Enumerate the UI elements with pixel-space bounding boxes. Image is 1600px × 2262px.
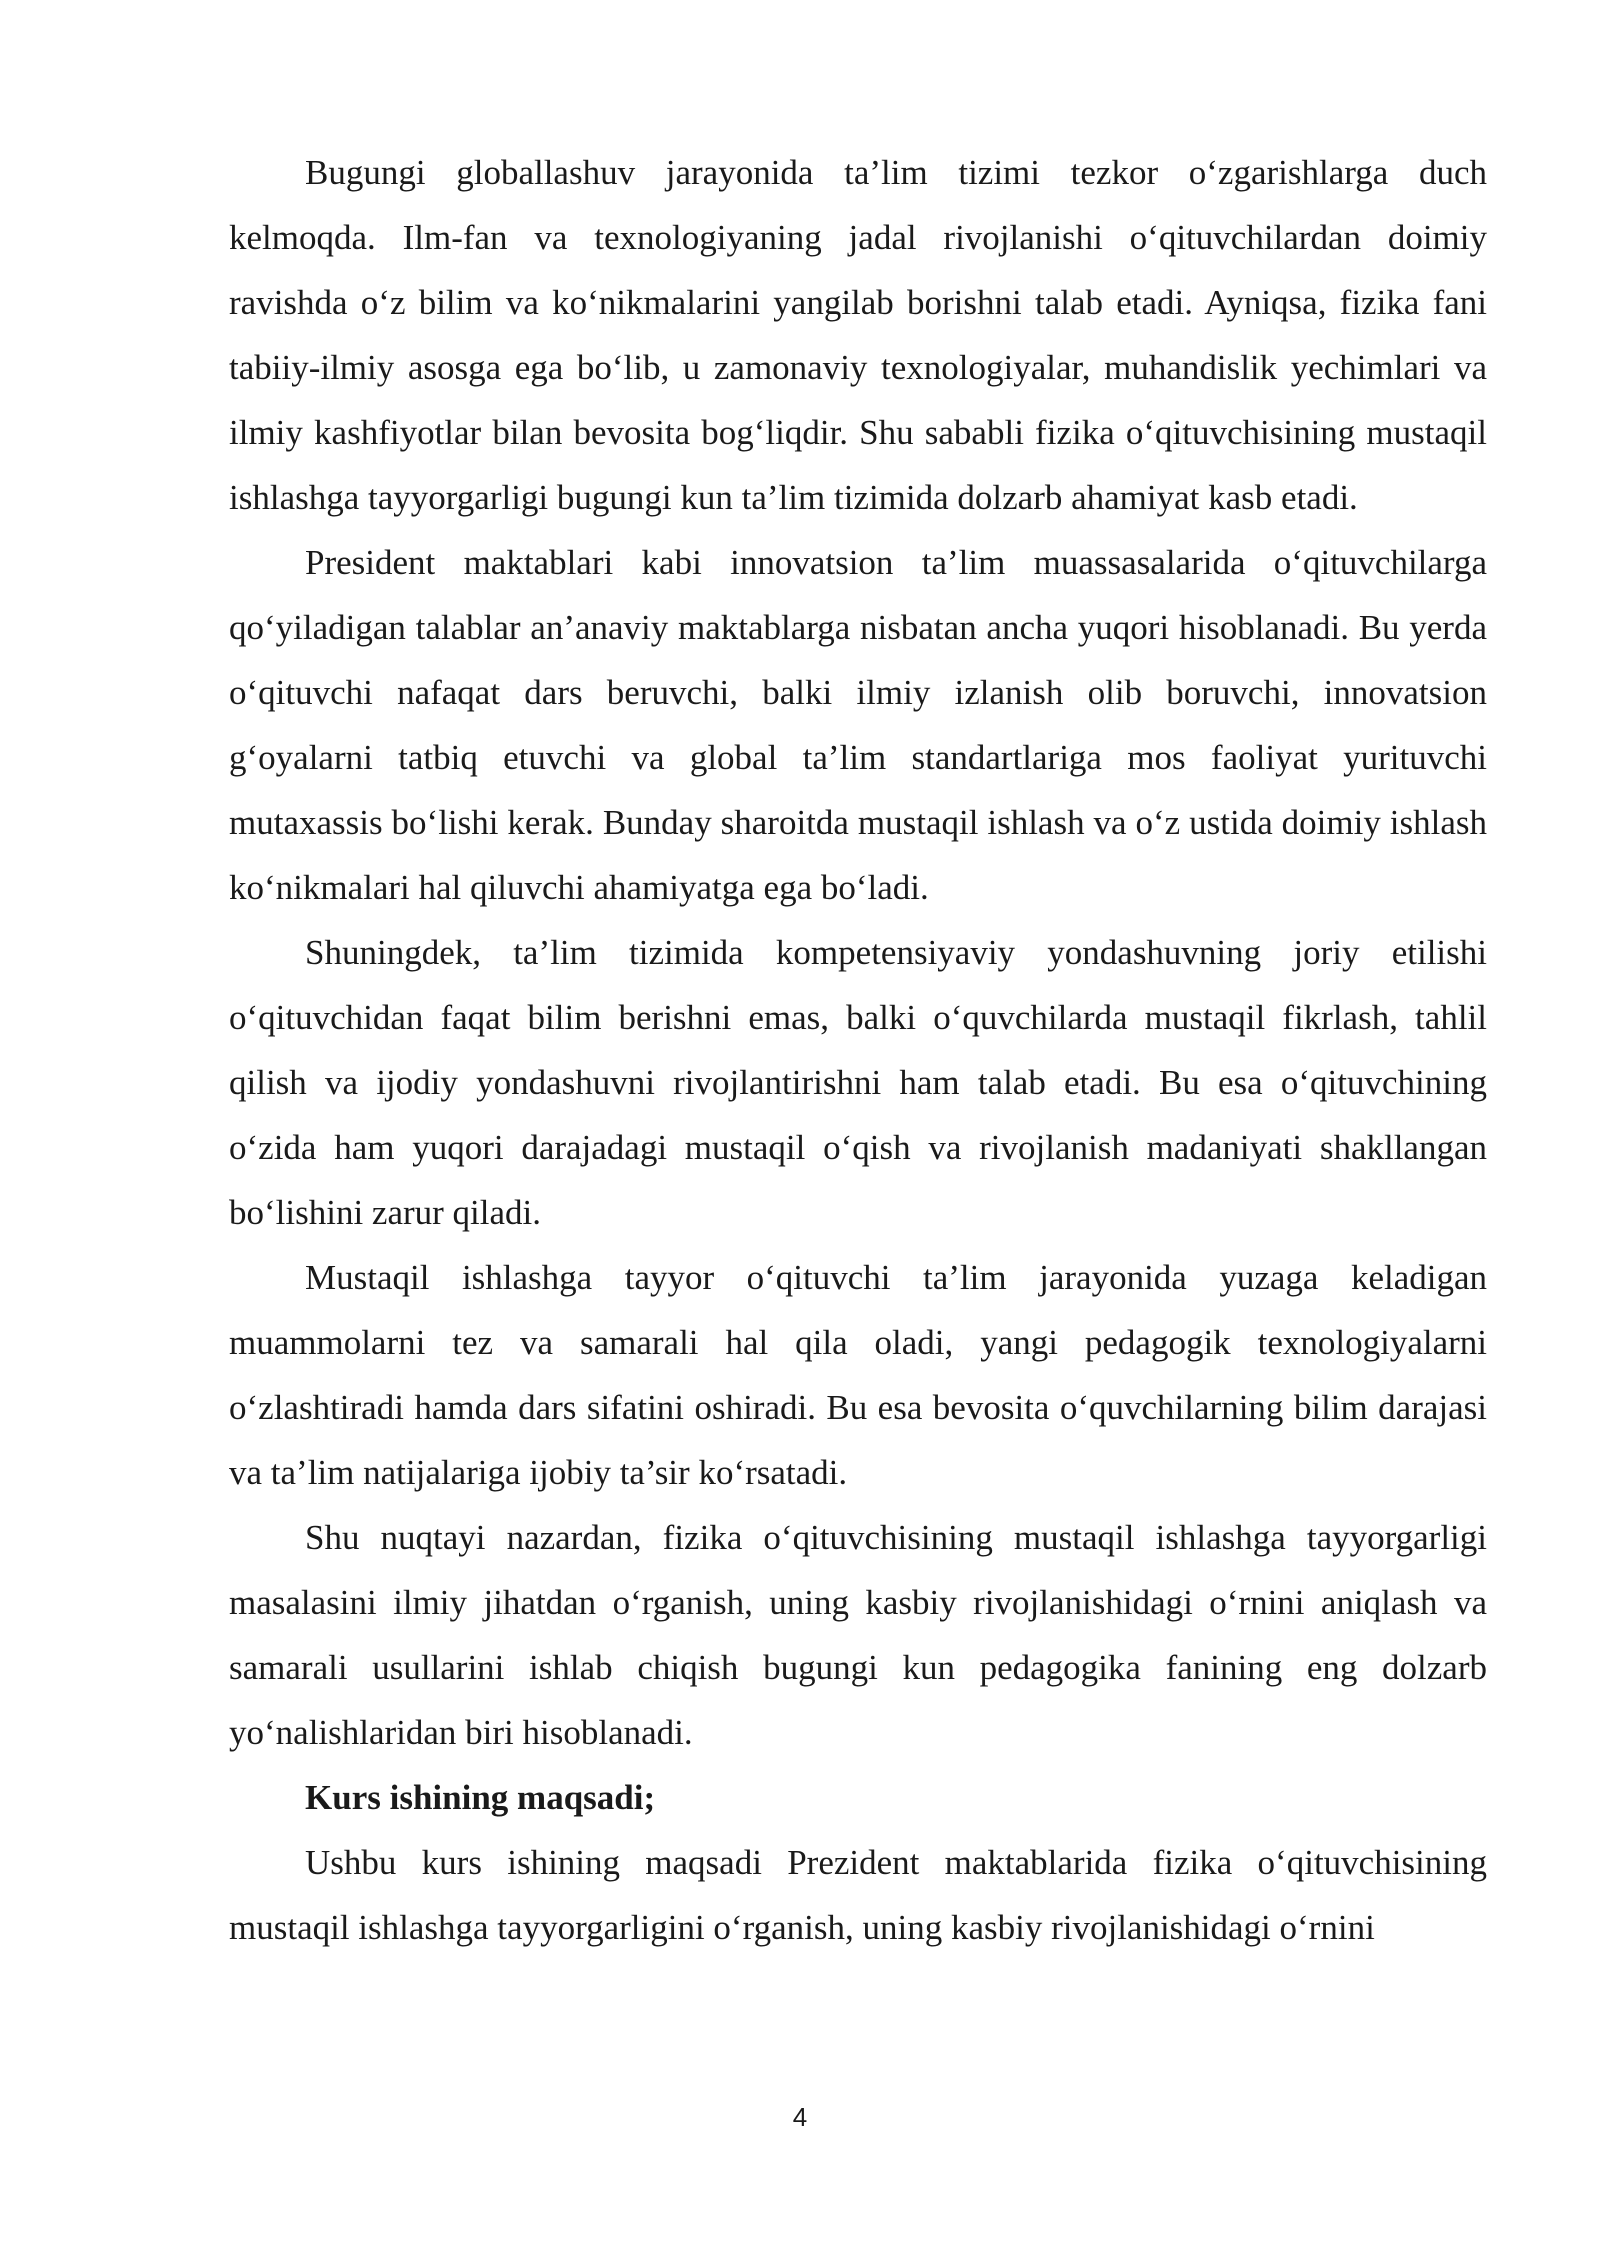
paragraph-2: President maktablari kabi innovatsion ta’lim muassasalarida o‘qituvchilarga qo‘yiladigan talablar an’anaviy maktablarga nisbatan ancha yuqori hisoblanadi. Bu yerda o‘qituvchi nafaqat dars beruvchi, balki ilmiy izlanish olib boruvchi, innovatsion g‘oyalarni tatbiq etuvchi va global ta’lim standartlariga mos faoliyat yurituvchi mutaxassis bo‘lishi kerak. Bunday sharoitda mustaqil ishlash va o‘z ustida doimiy ishlash ko‘nikmalari hal qiluvchi ahamiyatga ega bo‘ladi.	[229, 543, 1487, 907]
section-heading: Kurs ishining maqsadi;	[305, 1778, 656, 1817]
paragraph-4: Mustaqil ishlashga tayyor o‘qituvchi ta’lim jarayonida yuzaga keladigan muammolarni tez va samarali hal qila oladi, yangi pedagogik texnologiyalarni o‘zlashtiradi hamda dars sifatini oshiradi. Bu esa bevosita o‘quvchilarning bilim darajasi va ta’lim natijalariga ijobiy ta’sir ko‘rsatadi.	[229, 1258, 1487, 1492]
paragraph-3: Shuningdek, ta’lim tizimida kompetensiyaviy yondashuvning joriy etilishi o‘qituvchidan faqat bilim berishni emas, balki o‘quvchilarda mustaqil fikrlash, tahlil qilish va ijodiy yondashuvni rivojlantirishni ham talab etadi. Bu esa o‘qituvchining o‘zida ham yuqori darajadagi mustaqil o‘qish va rivojlanish madaniyati shakllangan bo‘lishini zarur qiladi.	[229, 933, 1487, 1232]
page-number: 4	[792, 2102, 808, 2132]
paragraph-5: Shu nuqtayi nazardan, fizika o‘qituvchisining mustaqil ishlashga tayyorgarligi masalasini ilmiy jihatdan o‘rganish, uning kasbiy rivojlanishidagi o‘rnini aniqlash va samarali usullarini ishlab chiqish bugungi kun pedagogika fanining eng dolzarb yo‘nalishlaridan biri hisoblanadi.	[229, 1518, 1487, 1752]
paragraph-6: Ushbu kurs ishining maqsadi Prezident maktablarida fizika o‘qituvchisining mustaqil ishlashga tayyorgarligini o‘rganish, uning kasbiy rivojlanishidagi o‘rnini	[229, 1843, 1487, 1947]
paragraph-1: Bugungi globallashuv jarayonida ta’lim tizimi tezkor o‘zgarishlarga duch kelmoqda. Ilm-fan va texnologiyaning jadal rivojlanishi o‘qituvchilardan doimiy ravishda o‘z bilim va ko‘nikmalarini yangilab borishni talab etadi. Ayniqsa, fizika fani tabiiy-ilmiy asosga ega bo‘lib, u zamonaviy texnologiyalar, muhandislik yechimlari va ilmiy kashfiyotlar bilan bevosita bog‘liqdir. Shu sababli fizika o‘qituvchisining mustaqil ishlashga tayyorgarligi bugungi kun ta’lim tizimida dolzarb ahamiyat kasb etadi.	[229, 153, 1487, 517]
page-body	[229, 140, 1487, 1960]
